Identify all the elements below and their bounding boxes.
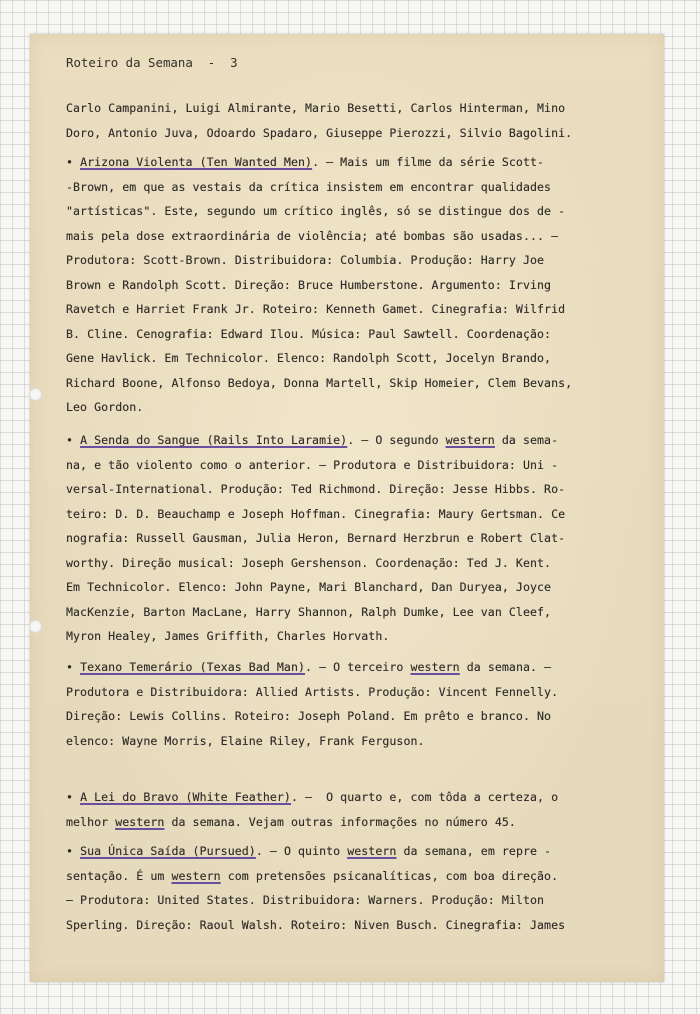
text-line: • Sua Única Saída (Pursued). — O quinto western da semana, em repre - <box>66 844 552 858</box>
text-line: teiro: D. D. Beauchamp e Joseph Hoffman. Cinegrafia: Maury Gertsman. Ce <box>66 506 566 521</box>
text-line: Sperling. Direção: Raoul Walsh. Roteiro: Niven Busch. Cinegrafia: James <box>66 917 566 932</box>
text-line: -Brown, em que as vestais da crítica insistem em encontrar qualidades <box>66 179 552 194</box>
text-line: Em Technicolor. Elenco: John Payne, Mari Blanchard, Dan Duryea, Joyce <box>66 580 552 594</box>
text-line: — Produtora: United States. Distribuidora: Warners. Produção: Milton <box>66 893 545 907</box>
text-line: sentação. É um western com pretensões psicanalíticas, com boa direção. <box>66 868 559 883</box>
text-line: nografia: Russell Gausman, Julia Heron, Bernard Herzbrun e Robert Clat- <box>66 531 566 545</box>
page-header: Roteiro da Semana - 3 <box>66 55 238 70</box>
text-line: worthy. Direção musical: Joseph Gershenson. Coordenação: Ted J. Kent. <box>66 555 552 570</box>
text-line: Richard Boone, Alfonso Bedoya, Donna Martell, Skip Homeier, Clem Bevans, <box>66 375 573 390</box>
punch-hole-lower <box>29 620 42 633</box>
text-line: MacKenzie, Barton MacLane, Harry Shannon, Ralph Dumke, Lee van Cleef, <box>66 604 552 619</box>
text-line: Produtora: Scott-Brown. Distribuidora: Columbia. Produção: Harry Joe <box>66 253 545 267</box>
text-line: Leo Gordon. <box>66 400 144 414</box>
text-line: na, e tão violento como o anterior. — Produtora e Distribuidora: Uni - <box>66 457 559 472</box>
text-line: • A Senda do Sangue (Rails Into Laramie). — O segundo western da sema- <box>66 433 559 447</box>
text-line: Carlo Campanini, Luigi Almirante, Mario Besetti, Carlos Hinterman, Mino <box>66 101 566 115</box>
text-line: elenco: Wayne Morris, Elaine Riley, Frank Ferguson. <box>66 733 425 748</box>
text-line: Produtora e Distribuidora: Allied Artists. Produção: Vincent Fennelly. <box>66 684 559 699</box>
text-line: Direção: Lewis Collins. Roteiro: Joseph Poland. Em prêto e branco. No <box>66 709 552 723</box>
text-line: melhor western da semana. Vejam outras informações no número 45. <box>66 814 516 829</box>
text-line: "artísticas". Este, segundo um crítico inglês, só se distingue dos de - <box>66 204 566 218</box>
text-line: Gene Havlick. Em Technicolor. Elenco: Randolph Scott, Jocelyn Brando, <box>66 351 552 365</box>
text-line: Doro, Antonio Juva, Odoardo Spadaro, Giuseppe Pierozzi, Silvio Bagolini. <box>66 125 573 140</box>
text-line: Brown e Randolph Scott. Direção: Bruce Humberstone. Argumento: Irving <box>66 277 552 292</box>
text-line: versal-International. Produção: Ted Richmond. Direção: Jesse Hibbs. Ro- <box>66 482 566 496</box>
text-line: • Texano Temerário (Texas Bad Man). — O terceiro western da semana. — <box>66 660 552 674</box>
text-line: mais pela dose extraordinária de violência; até bombas são usadas... — <box>66 228 559 243</box>
text-line: Ravetch e Harriet Frank Jr. Roteiro: Kenneth Gamet. Cinegrafia: Wilfrid <box>66 302 566 316</box>
text-line: Myron Healey, James Griffith, Charles Horvath. <box>66 629 390 643</box>
text-line: B. Cline. Cenografia: Edward Ilou. Música: Paul Sawtell. Coordenação: <box>66 326 552 341</box>
text-line: • Arizona Violenta (Ten Wanted Men). — Mais um filme da série Scott- <box>66 155 545 169</box>
text-line: • A Lei do Bravo (White Feather). — O quarto e, com tôda a certeza, o <box>66 790 559 804</box>
punch-hole-upper <box>29 388 42 401</box>
